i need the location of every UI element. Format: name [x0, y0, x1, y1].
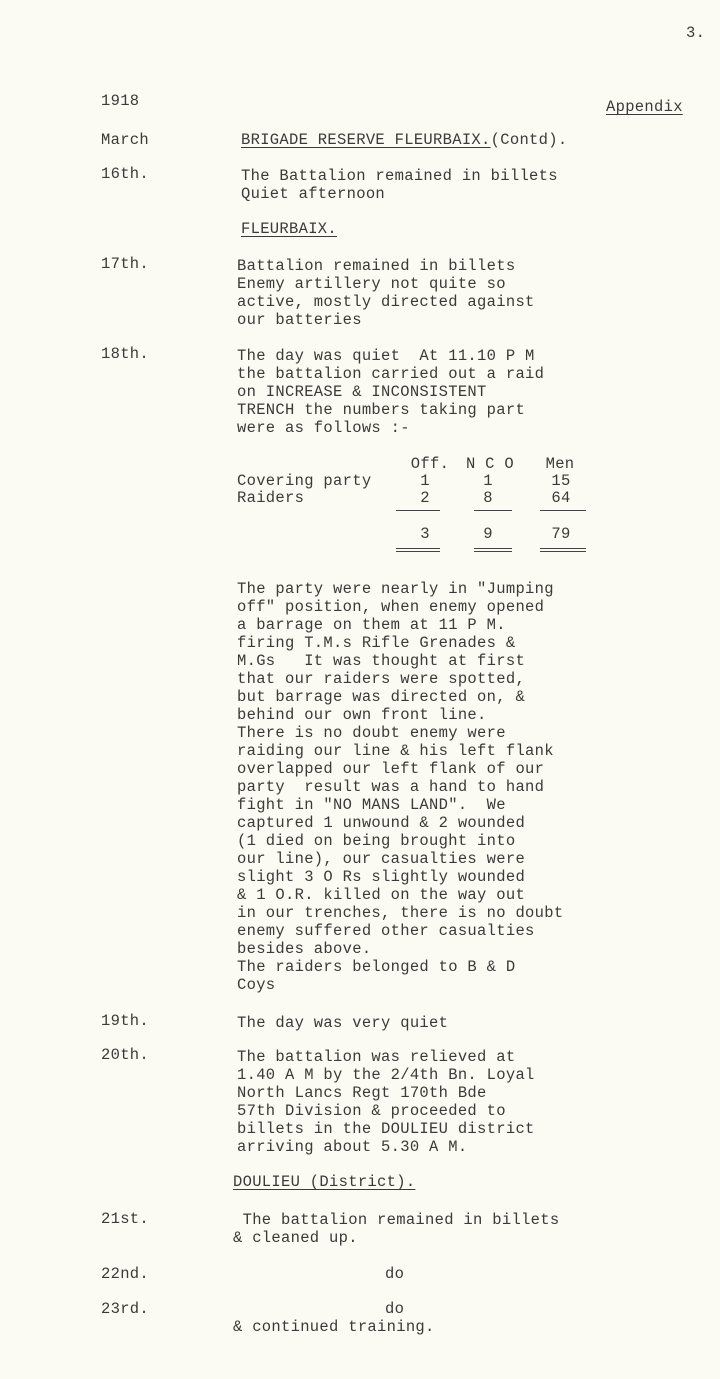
total-rule — [540, 548, 586, 552]
table-cell: 8 — [483, 489, 493, 507]
text-line: The day was very quiet — [237, 1014, 449, 1032]
text-line: slight 3 O Rs slightly wounded — [237, 868, 526, 886]
heading-doulieu: DOULIEU (District). — [233, 1173, 416, 1191]
text-line: overlapped our left flank of our — [237, 760, 545, 778]
row-label: Raiders — [237, 489, 305, 507]
text-line: The day was quiet At 11.10 P M — [237, 347, 535, 365]
text-line: firing T.M.s Rifle Grenades & — [237, 634, 516, 652]
text-line: arriving about 5.30 A M. — [237, 1138, 468, 1156]
entry-text — [385, 1265, 404, 1283]
page-number: 3. — [686, 24, 706, 42]
subtotal-rule — [540, 510, 586, 511]
text-line: active, mostly directed against — [237, 293, 535, 311]
text-line: raiding our line & his left flank — [237, 742, 554, 760]
text-line: 1.40 A M by the 2/4th Bn. Loyal — [237, 1066, 535, 1084]
table-cell: 15 — [551, 472, 571, 490]
text-line: M.Gs It was thought at first — [237, 652, 526, 670]
text-line: besides above. — [237, 940, 372, 958]
text-line: in our trenches, there is no doubt — [237, 904, 564, 922]
entry-text: do — [385, 1300, 405, 1318]
entry-date: 20th. — [101, 1046, 150, 1064]
text-line: captured 1 unwound & 2 wounded — [237, 814, 526, 832]
entry-text — [237, 347, 544, 437]
text-line: The party were nearly in "Jumping — [237, 580, 554, 598]
raid-narrative — [237, 580, 563, 994]
year: 1918 — [101, 92, 140, 110]
text-line: fight in "NO MANS LAND". We — [237, 796, 506, 814]
entry-date: 22nd. — [101, 1265, 150, 1283]
text-line: There is no doubt enemy were — [237, 724, 506, 742]
text-line: enemy suffered other casualties — [237, 922, 535, 940]
text-line: TRENCH the numbers taking part — [237, 401, 526, 419]
table-cell: 2 — [420, 489, 430, 507]
text-line: the battalion carried out a raid — [237, 365, 545, 383]
entry-date: 19th. — [101, 1012, 150, 1030]
column-header: Men — [545, 455, 575, 473]
text-line: off" position, when enemy opened — [237, 598, 545, 616]
total-cell: 9 — [483, 525, 493, 543]
heading-fleurbaix: FLEURBAIX. — [241, 220, 338, 238]
text-line: Battalion remained in billets — [237, 257, 516, 275]
text-line: but barrage was directed on, & — [237, 688, 526, 706]
text-line: party result was a hand to hand — [237, 778, 545, 796]
text-line: The battalion remained in billets — [233, 1211, 560, 1229]
appendix-label: Appendix — [606, 98, 683, 116]
entry-text — [237, 1014, 448, 1032]
text-line: Enemy artillery not quite so — [237, 275, 506, 293]
text-line: The battalion was relieved at — [237, 1048, 516, 1066]
text-line: our batteries — [237, 311, 362, 329]
heading-suffix: (Contd). — [490, 131, 568, 149]
text-line: (1 died on being brought into — [237, 832, 516, 850]
text-line: behind our own front line. — [237, 706, 487, 724]
total-cell: 79 — [551, 525, 571, 543]
text-line: on INCREASE & INCONSISTENT — [237, 383, 487, 401]
entry-text — [237, 1048, 535, 1156]
column-header: N C O — [465, 455, 514, 473]
heading-title: BRIGADE RESERVE FLEURBAIX. — [241, 131, 491, 149]
text-line: Coys — [237, 976, 276, 994]
entry-date: 16th. — [101, 165, 150, 183]
text-line: Quiet afternoon — [241, 185, 386, 203]
table-cell: 64 — [551, 489, 571, 507]
entry-text: & continued training. — [233, 1318, 435, 1336]
entry-text — [241, 167, 558, 203]
entry-date: 17th. — [101, 255, 150, 273]
entry-date: 21st. — [101, 1210, 150, 1228]
text-line: North Lancs Regt 170th Bde — [237, 1084, 487, 1102]
text-line: do — [385, 1265, 405, 1283]
total-rule — [396, 548, 440, 552]
text-line: billets in the DOULIEU district — [237, 1120, 535, 1138]
heading-brigade-reserve — [241, 131, 567, 149]
text-line: & cleaned up. — [233, 1229, 358, 1247]
entry-text — [233, 1211, 559, 1247]
text-line: our line), our casualties were — [237, 850, 526, 868]
text-line: a barrage on them at 11 P M. — [237, 616, 506, 634]
subtotal-rule — [474, 510, 512, 511]
table-cell: 1 — [420, 472, 430, 490]
entry-date: 23rd. — [101, 1300, 150, 1318]
table-cell: 1 — [483, 472, 493, 490]
text-line: & 1 O.R. killed on the way out — [237, 886, 526, 904]
text-line: The Battalion remained in billets — [241, 167, 558, 185]
text-line: The raiders belonged to B & D — [237, 958, 516, 976]
column-header: Off. — [410, 455, 450, 473]
month: March — [101, 131, 150, 149]
text-line: were as follows :- — [237, 419, 410, 437]
row-label: Covering party — [237, 472, 372, 490]
entry-date: 18th. — [101, 345, 150, 363]
text-line: 57th Division & proceeded to — [237, 1102, 506, 1120]
entry-text — [237, 257, 535, 329]
total-cell: 3 — [420, 525, 430, 543]
total-rule — [474, 548, 512, 552]
subtotal-rule — [396, 510, 440, 511]
text-line: that our raiders were spotted, — [237, 670, 526, 688]
